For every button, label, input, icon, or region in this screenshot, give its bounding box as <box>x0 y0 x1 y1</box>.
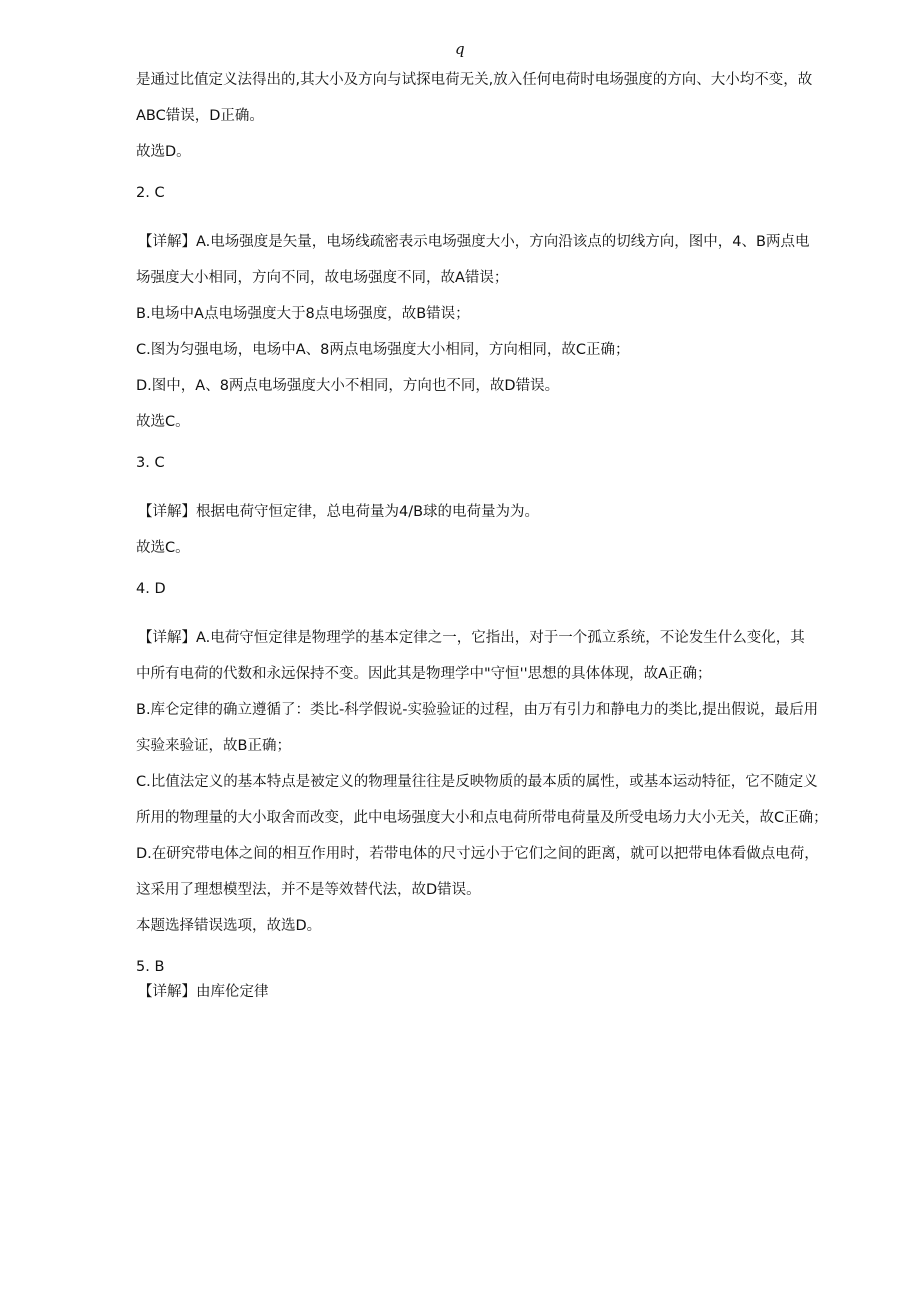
text-line: 故选C。 <box>136 540 190 556</box>
text-line: 故选C。 <box>136 414 190 430</box>
text-line: 故选D。 <box>136 144 191 160</box>
text-line: 这采用了理想模型法，并不是等效替代法，故D错误。 <box>136 882 481 898</box>
text-line: 【详解】A.电荷守恒定律是物理学的基本定律之一，它指出，对于一个孤立系统，不论发生什么变化，其 <box>138 630 805 646</box>
formula-variable-q: q <box>455 40 465 58</box>
question-number: 2. C <box>136 185 165 201</box>
text-line: 【详解】由库伦定律 <box>138 984 269 1000</box>
text-line: D.图中，A、8两点电场强度大小不相同，方向也不同，故D错误。 <box>136 378 560 394</box>
text-line: 本题选择错误选项，故选D。 <box>136 918 322 934</box>
question-number: 5. B <box>136 959 165 975</box>
question-number: 3. C <box>136 455 165 471</box>
text-line: ABC错误，D正确。 <box>136 108 264 124</box>
text-line: 是通过比值定义法得出的,其大小及方向与试探电荷无关,放入任何电荷时电场强度的方向、大小均不变，故 <box>136 72 813 88</box>
text-line: 实验来验证，故B正确； <box>136 738 291 754</box>
text-line: B.库仑定律的确立遵循了：类比-科学假说-实验验证的过程，由万有引力和静电力的类比,提出假说，最后用 <box>136 702 819 718</box>
question-number: 4. D <box>136 581 166 597</box>
text-line: D.在研究带电体之间的相互作用时，若带电体的尺寸远小于它们之间的距离，就可以把带电体看做点电荷， <box>136 846 819 862</box>
text-line: 所用的物理量的大小取舍而改变，此中电场强度大小和点电荷所带电荷量及所受电场力大小无关，故C正确； <box>136 810 828 826</box>
text-line: C.图为匀强电场，电场中A、8两点电场强度大小相同，方向相同，故C正确； <box>136 342 630 358</box>
text-line: C.比值法定义的基本特点是被定义的物理量往往是反映物质的最本质的属性，或基本运动特征，它不随定义 <box>136 774 818 790</box>
text-line: 场强度大小相同，方向不同，故电场强度不同，故A错误； <box>136 270 509 286</box>
text-line: 【详解】A.电场强度是矢量，电场线疏密表示电场强度大小，方向沿该点的切线方向，图中，4、B两点电 <box>138 234 810 250</box>
text-line: B.电场中A点电场强度大于8点电场强度，故B错误； <box>136 306 470 322</box>
text-line: 中所有电荷的代数和永远保持不变。因此其是物理学中"守恒''思想的具体体现，故A正确； <box>136 666 712 682</box>
text-line: 【详解】根据电荷守恒定律，总电荷量为4/B球的电荷量为为。 <box>138 504 540 520</box>
